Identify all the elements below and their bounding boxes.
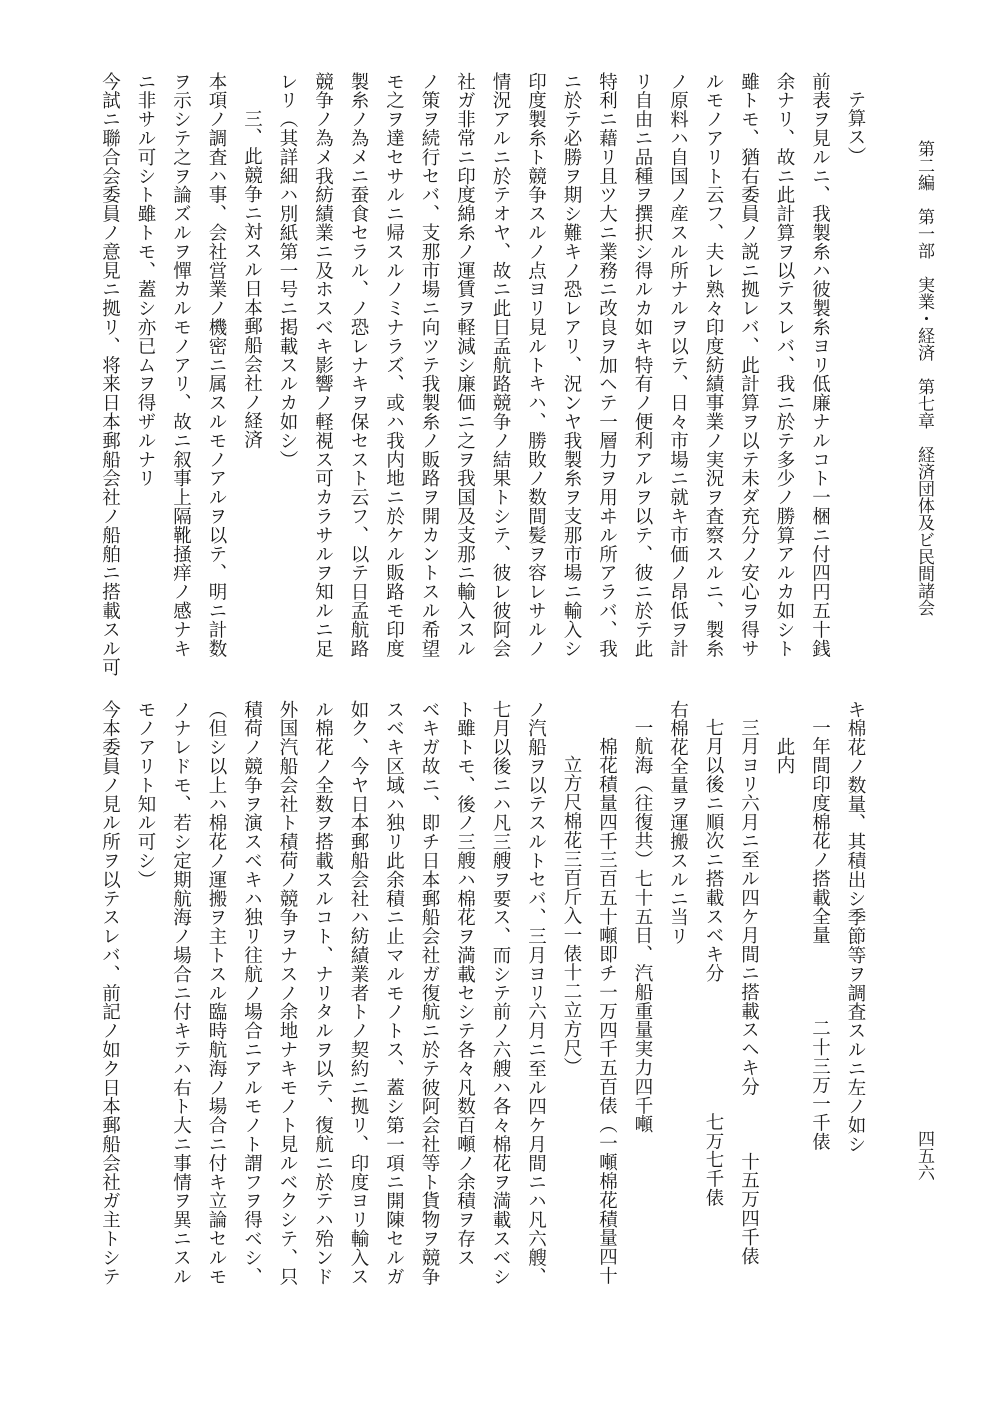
text-column: 今本委員ノ見ル所ヲ以テスレバ、前記ノ如ク日本郵船会社ガ主トシテ — [99, 700, 121, 1286]
text-column: 一航海（往復共）七十五日、汽船重量実力四千噸 — [632, 718, 653, 1134]
lower-text-block — [92, 700, 873, 1305]
text-column: 外国汽船会社ト積荷ノ競争ヲナスノ余地ナキモノト見ルベクシテ、只 — [277, 700, 298, 1286]
text-column: ノ原料ハ自国ノ産スル所ナルヲ以テ、日々市場ニ就キ市価ノ昂低ヲ計 — [667, 72, 689, 658]
text-column: モ之ヲ達セサルニ帰スルノミナラズ、或ハ我内地ニ於ケル販路モ印度 — [383, 72, 405, 658]
text-column: 積荷ノ競争ヲ演スベキハ独リ往航ノ場合ニアルモノト謂フヲ得ベシ、 — [241, 700, 263, 1286]
text-column: リ自由ニ品種ヲ撰択シ得ルカ如キ特有ノ便利アルヲ以テ、彼ニ於テ此 — [632, 72, 653, 658]
text-column: ニ於テ必勝ヲ期シ難キノ恐レアリ、況ンヤ我製糸ヲ支那市場ニ輸入シ — [561, 72, 582, 658]
text-column: ル棉花ノ全数ヲ搭載スルコト、ナリタルヲ以テ、復航ニ於テハ殆ンド — [312, 700, 334, 1286]
row-amount: 二十三万一千俵 — [809, 1018, 831, 1152]
text-column: ベキガ故ニ、即チ日本郵船会社ガ復航ニ於テ彼阿会社等ト貨物ヲ競争 — [419, 700, 440, 1286]
text-column: 前表ヲ見ルニ、我製糸ハ彼製糸ヨリ低廉ナルコト一梱ニ付四円五十銭 — [809, 72, 831, 658]
row-label: 一年間印度棉花ノ搭載全量 — [809, 718, 831, 945]
text-column: 右棉花全量ヲ運搬スルニ当リ — [667, 700, 689, 946]
text-column: 如ク、今ヤ日本郵船会社ハ紡績業者トノ契約ニ拠リ、印度ヨリ輸入ス — [348, 700, 369, 1286]
text-column: 印度製糸ト競争スルノ点ヨリ見ルトキハ、勝敗ノ数間髪ヲ容レサルノ — [525, 72, 547, 658]
text-column: ノ汽船ヲ以テスルトセバ、三月ヨリ六月ニ至ル四ケ月間ニハ凡六艘、 — [525, 700, 547, 1286]
table-row — [802, 700, 838, 1305]
text-column: レリ（其詳細ハ別紙第一号ニ掲載スルカ如シ） — [277, 72, 298, 469]
text-column: 立方尺棉花三百斤入一俵十二立方尺） — [561, 755, 582, 1077]
text-column: テ算ス） — [845, 90, 866, 166]
text-column: モノアリト知ル可シ） — [135, 700, 156, 889]
table-row — [731, 700, 767, 1305]
text-column: 特利ニ藉リ且ツ大ニ業務ニ改良ヲ加ヘテ一層力ヲ用ヰル所アラバ、我 — [596, 72, 618, 658]
text-column: 本項ノ調査ハ事、会社営業ノ機密ニ属スルモノアルヲ以テ、明ニ計数 — [206, 72, 227, 658]
text-column: 七月以後ニハ凡三艘ヲ要ス、而シテ前ノ六艘ハ各々棉花ヲ満載スベシ — [490, 700, 511, 1286]
row-amount: 十五万四千俵 — [738, 1152, 760, 1266]
row-label: 七月以後ニ順次ニ搭載スベキ分 — [703, 718, 724, 983]
text-column: 此内 — [774, 737, 795, 775]
text-column: 社ガ非常ニ印度綿糸ノ運賃ヲ軽減シ廉価ニ之ヲ我国及支那ニ輸入スル — [454, 72, 476, 658]
text-column: （但シ以上ハ棉花ノ運搬ヲ主トスル臨時航海ノ場合ニ付キ立論セルモ — [206, 700, 227, 1286]
section-heading: 三、此競争ニ対スル日本郵船会社ノ経済 — [241, 109, 263, 450]
text-column: ト雖トモ、後ノ三艘ハ棉花ヲ満載セシテ各々凡数百噸ノ余積ヲ存ス — [454, 700, 476, 1267]
text-column: 棉花積量四千三百五十噸即チ一万四千五百俵（一噸棉花積量四十 — [596, 737, 618, 1286]
text-column: ノ策ヲ続行セバ、支那市場ニ向ツテ我製糸ノ販路ヲ開カントスル希望 — [419, 72, 440, 658]
text-column: 今試ニ聯合会委員ノ意見ニ拠リ、将来日本郵船会社ノ船舶ニ搭載スル可 — [99, 72, 121, 677]
page-number: 四五六 — [914, 1130, 934, 1181]
text-column: 製糸ノ為メニ蚕食セラル、ノ恐レナキヲ保セスト云フ、以テ日孟航路 — [348, 72, 369, 658]
text-column: 雖トモ、猶右委員ノ説ニ拠レバ、此計算ヲ以テ未ダ充分ノ安心ヲ得サ — [738, 72, 760, 658]
running-header: 第二編 第一部 実業・経済 第七章 経済団体及ビ民間諸会 — [914, 140, 934, 616]
text-column: ノナレドモ、若シ定期航海ノ場合ニ付キテハ右ト大ニ事情ヲ異ニスル — [170, 700, 192, 1286]
table-row — [696, 700, 732, 1305]
text-column: スベキ区域ハ独リ此余積ニ止マルモノトス、蓋シ第一項ニ開陳セルガ — [383, 700, 405, 1286]
text-column: キ棉花ノ数量、其積出シ季節等ヲ調査スルニ左ノ如シ — [845, 700, 866, 1154]
upper-text-block — [92, 72, 873, 677]
text-column: 情況アルニ於テオヤ、故ニ此日孟航路競争ノ結果トシテ、彼レ彼阿会 — [490, 72, 511, 658]
text-column: ルモノアリト云フ、夫レ熟々印度紡績事業ノ実況ヲ査察スルニ、製糸 — [703, 72, 724, 658]
text-column: ニ非サル可シト雖トモ、蓋シ亦已ムヲ得ザルナリ — [135, 72, 156, 488]
text-column: ヲ示シテ之ヲ論ズルヲ憚カルモノアリ、故ニ叙事上隔靴掻痒ノ感ナキ — [170, 72, 192, 658]
row-label: 三月ヨリ六月ニ至ル四ケ月間ニ搭載スヘキ分 — [738, 718, 760, 1096]
text-column: 競争ノ為メ我紡績業ニ及ホスベキ影響ノ軽視ス可カラサルヲ知ルニ足 — [312, 72, 334, 658]
row-amount: 七万七千俵 — [703, 1112, 724, 1208]
text-column: 余ナリ、故ニ此計算ヲ以テスレバ、我ニ於テ多少ノ勝算アルカ如シト — [774, 72, 795, 658]
